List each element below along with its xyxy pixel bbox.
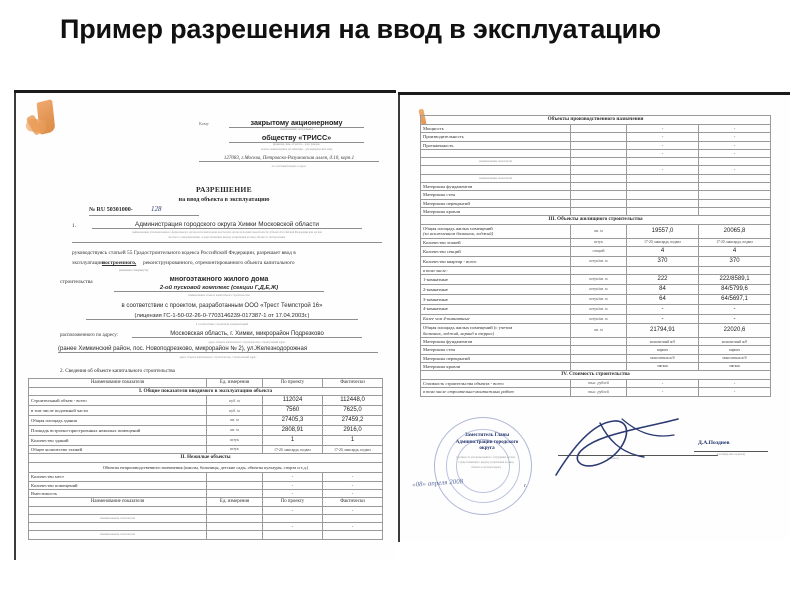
table-header-row	[29, 498, 383, 507]
object-stage: 2-ой пусковой комплекс (секции Г,Д,Е,Ж)	[114, 285, 324, 292]
location-label: расположенного по адресу:	[60, 333, 119, 338]
location-address-1: Московская область, г. Химки, микрорайон Подрезково	[132, 331, 362, 338]
row-actual-value: -	[699, 141, 771, 149]
row-label: Более чем 4-комнатные	[421, 314, 571, 324]
row-unit: штук/кв. м	[571, 304, 627, 314]
row-project-value: 1	[263, 436, 323, 446]
official-stamp-core-icon	[456, 439, 510, 493]
row-unit	[571, 133, 627, 141]
row-unit: куб. м	[207, 406, 263, 416]
row-project-value: 222	[627, 274, 699, 284]
row-actual-value: -	[699, 380, 771, 388]
row-project-value	[627, 158, 699, 166]
row-unit: штук	[207, 436, 263, 446]
row-label: 3-комнатные	[421, 294, 571, 304]
row-project-value: мягкая	[627, 362, 699, 370]
addressee-label: Кому	[199, 121, 209, 126]
row-project-value: 370	[627, 256, 699, 266]
row-unit	[571, 207, 627, 215]
row-unit	[207, 481, 263, 489]
table-row	[421, 238, 771, 246]
row-actual-value: 370	[699, 256, 771, 266]
document-scan-page-1	[14, 90, 396, 560]
row-actual-value: мягкая	[699, 362, 771, 370]
row-project-value	[627, 266, 699, 274]
row-actual-value: -	[699, 314, 771, 324]
signature-position-caption-1: (должность уполномоченного сотрудника органа,	[456, 456, 516, 459]
row-label: Производительность	[421, 133, 571, 141]
table-row	[421, 354, 771, 362]
row-unit	[207, 489, 263, 497]
row-label: в том числе строительно-монтажных работ	[421, 388, 571, 396]
row-caption: наименование показателя	[421, 158, 571, 166]
table-row	[421, 388, 771, 396]
row-actual-value: монолитная ж/б	[699, 354, 771, 362]
table-section-row	[29, 454, 383, 463]
table-row	[421, 314, 771, 324]
signature-position-line-1: Заместитель Главы	[464, 433, 510, 438]
row-actual-value: -	[323, 523, 383, 531]
body-line-2-b: построенного,	[102, 260, 137, 266]
addressee-address-caption: его почтовый индекс и адрес	[271, 165, 307, 168]
signature-caption: (подпись)	[607, 457, 619, 460]
row-caption: наименование показателя	[421, 174, 571, 182]
row-project-value: монолитная ж/б	[627, 354, 699, 362]
row-label: Материалы фундаментов	[421, 182, 571, 190]
row-project-value: 4	[627, 246, 699, 256]
row-project-value	[627, 174, 699, 182]
row-caption: наименование показателя	[29, 514, 207, 522]
table-row	[421, 246, 771, 256]
row-unit	[571, 191, 627, 199]
row-project-value: -	[627, 304, 699, 314]
table-row	[421, 294, 771, 304]
row-label: Стоимость строительства объекта - всего	[421, 380, 571, 388]
table-row	[421, 362, 771, 370]
project-caption: в соответствии с проектной документацией	[195, 323, 249, 326]
row-unit	[571, 346, 627, 354]
authority-caption-1: наименование уполномоченного федерального органа исполнительной власти или органа исполнительной власти субъекта Российской Федерации или органа	[132, 231, 322, 234]
table-row	[29, 406, 383, 416]
row-label: Материалы стен	[421, 191, 571, 199]
permit-number-value: 128	[151, 205, 162, 213]
row-label	[421, 149, 571, 157]
row-label	[421, 166, 571, 174]
row-actual-value: -	[699, 304, 771, 314]
permit-heading: РАЗРЕШЕНИЕ	[196, 185, 252, 194]
table-header-row	[29, 379, 383, 388]
row-actual-value	[323, 531, 383, 539]
row-unit: тыс. рублей	[571, 388, 627, 396]
table-row	[29, 436, 383, 446]
row-actual-value: -	[699, 124, 771, 132]
row-actual-value: 112448,0	[323, 396, 383, 406]
row-unit	[571, 124, 627, 132]
row-unit: штук/кв. м	[571, 314, 627, 324]
object-name: многоэтажного жилого дома	[169, 276, 269, 283]
row-unit	[571, 166, 627, 174]
table-row	[421, 266, 771, 274]
row-label: Материалы фундаментов	[421, 337, 571, 345]
addressee-line-1: закрытому акционерному	[229, 118, 364, 128]
permit-number-label: № RU 50301000-	[89, 207, 133, 213]
row-label: Материалы кровли	[421, 362, 571, 370]
row-label: Материалы перекрытий	[421, 354, 571, 362]
row-project-value: -	[263, 523, 323, 531]
row-project-value: -	[627, 124, 699, 132]
row-unit: кв. м	[571, 225, 627, 239]
row-actual-value: кирпич	[699, 346, 771, 354]
signature-position-line-2: Администрации городского	[455, 439, 519, 445]
table-row	[29, 473, 383, 481]
row-unit: кв. м	[207, 416, 263, 426]
slide-title: Пример разрешения на ввод в эксплуатацию	[60, 14, 661, 44]
section-title: II. Нежилые объекты	[29, 454, 383, 463]
signature-position-caption-3: объекта в эксплуатацию)	[471, 466, 501, 469]
row-unit: тыс. рублей	[571, 380, 627, 388]
section-title: Объекты производственного назначения	[421, 116, 771, 125]
table-row	[421, 284, 771, 294]
addressee-caption-3: полное наименование организации - для юридических лиц),	[260, 148, 333, 151]
row-project-value: 19557,0	[627, 225, 699, 239]
table-row	[421, 256, 771, 266]
table-row	[29, 416, 383, 426]
authority-caption-2: местного самоуправления, осуществляющих выдачу разрешения на ввод объекта в эксплуатацию	[168, 236, 286, 239]
item-1-number: 1.	[72, 223, 77, 229]
row-unit: кв. м	[571, 324, 627, 338]
row-project-value: 64	[627, 294, 699, 304]
permit-number-rule	[89, 215, 199, 216]
row-project-value	[263, 514, 323, 522]
row-actual-value: 22020,6	[699, 324, 771, 338]
table-caption-row	[421, 158, 771, 166]
permit-subheading: на ввод объекта в эксплуатацию	[178, 196, 270, 203]
column-header: Фактически	[323, 379, 383, 388]
column-header: Ед. измерения	[207, 498, 263, 507]
indicators-table-page-1	[28, 378, 383, 540]
handwritten-signature-icon	[548, 413, 708, 483]
row-label: в том числе подземной части	[29, 406, 207, 416]
row-actual-value: -	[699, 133, 771, 141]
row-label: Количество секций	[421, 246, 571, 256]
row-actual-value	[699, 199, 771, 207]
row-unit	[571, 362, 627, 370]
table-row	[421, 324, 771, 338]
table-row	[421, 225, 771, 239]
row-project-value: -	[263, 473, 323, 481]
table-row	[421, 199, 771, 207]
row-label: Общая площадь жилых помещений (за исключением балконов, лоджий)	[421, 225, 571, 239]
signature-position-line-3: округа	[479, 446, 495, 451]
row-actual-value: 84/5799,6	[699, 284, 771, 294]
row-unit	[571, 182, 627, 190]
row-label: Площадь встроено-пристроенных нежилых помещений	[29, 426, 207, 436]
table-row	[29, 426, 383, 436]
row-project-value	[627, 199, 699, 207]
body-line-1: руководствуясь статьей 55 Градостроительного кодекса Российской Федерации, разрешает ввод в	[72, 250, 296, 256]
row-unit: штук	[207, 445, 263, 453]
column-header: Фактически	[323, 498, 383, 507]
row-label-note: балконов, лоджий, веранд и террас)	[423, 330, 495, 336]
row-unit: секций	[571, 246, 627, 256]
column-header: Ед. измерения	[207, 379, 263, 388]
table-row	[29, 489, 383, 497]
table-caption-row	[29, 514, 383, 522]
row-actual-value: -	[323, 481, 383, 489]
row-project-value: -	[627, 314, 699, 324]
table-section-row	[421, 116, 771, 125]
table-row	[421, 182, 771, 190]
row-actual-value: -	[699, 388, 771, 396]
row-actual-value: 222/8589,1	[699, 274, 771, 284]
row-actual-value	[699, 191, 771, 199]
row-actual-value: 1	[323, 436, 383, 446]
section-title: I. Общие показатели вводимого в эксплуатацию объекта	[29, 387, 383, 396]
subsection-title: Объекты непроизводственного назначения (школы, больницы, детские сады, объекты культуры, спорта и т.д.)	[29, 463, 383, 473]
row-unit: штук/кв. м	[571, 294, 627, 304]
row-project-value: -	[627, 166, 699, 174]
row-unit	[571, 158, 627, 166]
row-label: Строительный объем - всего	[29, 396, 207, 406]
table-row	[421, 380, 771, 388]
row-unit: куб. м	[207, 396, 263, 406]
row-label: Количество помещений	[29, 481, 207, 489]
row-label: Материалы перекрытий	[421, 199, 571, 207]
column-header: По проекту	[263, 379, 323, 388]
row-unit	[207, 523, 263, 531]
row-project-value: 7560	[263, 406, 323, 416]
row-label: Количество этажей	[421, 238, 571, 246]
row-unit: штук/кв. м	[571, 284, 627, 294]
row-label: Количество квартир - всего	[421, 256, 571, 266]
table-row	[29, 523, 383, 531]
row-actual-value	[699, 174, 771, 182]
permit-page-1-body	[14, 93, 396, 560]
indicators-table-page-2	[420, 115, 771, 397]
section-title: III. Объекты жилищного строительства	[421, 216, 771, 225]
table-row	[421, 166, 771, 174]
row-project-value: -	[263, 506, 323, 514]
addressee-address: 127083, г.Москва, Петровско-Разумовская аллея, д.10, корп.1	[199, 156, 379, 162]
table-row	[421, 149, 771, 157]
row-label	[29, 523, 207, 531]
row-label: 2-комнатные	[421, 284, 571, 294]
row-project-value: -	[627, 133, 699, 141]
construction-label: строительства	[60, 279, 93, 285]
section-title: IV. Стоимость строительства	[421, 371, 771, 380]
addressee-caption-1: наименование застройщика	[280, 128, 313, 131]
row-actual-value: -	[699, 149, 771, 157]
row-label: Вместимость	[29, 489, 207, 497]
signature-name-rule	[694, 451, 768, 452]
row-project-value: кирпич	[627, 346, 699, 354]
table-row	[29, 481, 383, 489]
row-actual-value	[699, 207, 771, 215]
row-unit	[207, 531, 263, 539]
row-label: 1-комнатные	[421, 274, 571, 284]
row-label: Общая площадь жилых помещений (с учетом балконов, лоджий, веранд и террас)	[421, 324, 571, 338]
license-line: (лицензия ГС-1-50-02-26-0-7703146239-017387-1 от 17.04.2003г.)	[86, 313, 358, 320]
location-caption-a: адрес объекта капитального строительства, строительный адрес	[208, 341, 286, 344]
row-actual-value: 27459,2	[323, 416, 383, 426]
row-unit: штук/кв. м	[571, 274, 627, 284]
row-unit	[571, 141, 627, 149]
table-row	[421, 141, 771, 149]
row-actual-value: 2916,0	[323, 426, 383, 436]
row-label: в том числе:	[421, 266, 571, 274]
row-actual-value: 17-20, мансарда, подвал	[699, 238, 771, 246]
row-label: Протяженность	[421, 141, 571, 149]
signature-date-suffix: г.	[524, 484, 527, 489]
column-header: По проекту	[263, 498, 323, 507]
signature-position-caption-2: осуществляющего выдачу разрешения на ввод	[458, 461, 514, 464]
row-unit	[207, 514, 263, 522]
table-section-row	[29, 387, 383, 396]
row-project-value	[263, 531, 323, 539]
row-unit	[571, 354, 627, 362]
addressee-caption-2: (фамилия, имя, отчество - для граждан,	[272, 143, 321, 146]
row-label: Общее количество этажей	[29, 445, 207, 453]
column-header: Наименование показателя	[29, 379, 207, 388]
row-unit: штук	[571, 238, 627, 246]
table-section-row	[421, 216, 771, 225]
row-project-value: -	[627, 141, 699, 149]
row-actual-value: 20065,8	[699, 225, 771, 239]
row-actual-value: 7625,0	[323, 406, 383, 416]
row-actual-value: -	[323, 473, 383, 481]
location-caption-b: адрес объекта капитального строительства, строительный адрес	[179, 356, 257, 359]
authority-rule	[72, 242, 382, 243]
row-label: 4-комнатные	[421, 304, 571, 314]
row-unit	[207, 506, 263, 514]
body-caption: (ненужное зачеркнуть)	[119, 268, 149, 272]
signatory-name-caption: (расшифровка подписи)	[716, 453, 746, 456]
authority-name: Администрация городского округа Химки Московской области	[92, 221, 362, 229]
table-row	[29, 506, 383, 514]
row-project-value	[627, 182, 699, 190]
row-label-note: (за исключением балконов, лоджий)	[423, 231, 494, 237]
row-unit	[207, 473, 263, 481]
permit-page-2-body	[398, 95, 790, 542]
row-project-value: -	[627, 149, 699, 157]
row-label	[29, 506, 207, 514]
row-project-value: -	[627, 388, 699, 396]
row-unit	[571, 266, 627, 274]
row-actual-value	[323, 514, 383, 522]
signature-date-handwritten: «08» апреля 2008	[411, 477, 464, 489]
signatory-name: Д.А.Позднев	[698, 440, 730, 446]
row-unit	[571, 174, 627, 182]
row-project-value: -	[263, 481, 323, 489]
row-actual-value: 17-20, мансарда, подвал	[323, 445, 383, 453]
table-row	[421, 337, 771, 345]
row-actual-value: монолитный ж/б	[699, 337, 771, 345]
row-project-value: -	[263, 489, 323, 497]
body-line-2-c: реконструированного, отремонтированного объекта капитального	[143, 260, 295, 266]
row-label: Материалы стен	[421, 346, 571, 354]
table-row	[421, 191, 771, 199]
row-unit: кв. м	[207, 426, 263, 436]
row-actual-value: 4	[699, 246, 771, 256]
column-header: Наименование показателя	[29, 498, 207, 507]
body-line-2-a: эксплуатацию	[72, 260, 105, 266]
row-actual-value	[699, 266, 771, 274]
table-row	[421, 304, 771, 314]
row-project-value: 27405,3	[263, 416, 323, 426]
row-project-value	[627, 207, 699, 215]
row-project-value: 84	[627, 284, 699, 294]
addressee-line-2: обществу «ТРИСС»	[229, 133, 364, 143]
table-row	[421, 274, 771, 284]
row-unit: штук/кв. м	[571, 256, 627, 266]
row-project-value: 112024	[263, 396, 323, 406]
table-row	[421, 207, 771, 215]
table-section-row	[421, 371, 771, 380]
table-caption-row	[29, 531, 383, 539]
row-unit	[571, 199, 627, 207]
item-2-heading: 2. Сведения об объекте капитального строительства	[60, 368, 175, 374]
row-actual-value: -	[323, 489, 383, 497]
row-actual-value	[699, 158, 771, 166]
row-label: Мощность	[421, 124, 571, 132]
row-project-value	[627, 191, 699, 199]
table-row	[29, 396, 383, 406]
row-label: Материалы кровли	[421, 207, 571, 215]
table-row	[421, 124, 771, 132]
row-project-value: 17-20, мансарда, подвал	[627, 238, 699, 246]
row-project-value: 17-20, мансарда, подвал	[263, 445, 323, 453]
row-project-value: 21794,91	[627, 324, 699, 338]
table-caption-row	[421, 174, 771, 182]
row-project-value: монолитный ж/б	[627, 337, 699, 345]
row-unit	[571, 337, 627, 345]
project-line: в соответствии с проектом, разработанным ООО «Трест Темпстрой 16»	[121, 303, 323, 309]
row-label: Общая площадь здания	[29, 416, 207, 426]
row-project-value: -	[627, 380, 699, 388]
document-scan-page-2	[398, 92, 790, 542]
table-subsection-row	[29, 463, 383, 473]
row-label: Количество зданий	[29, 436, 207, 446]
table-row	[421, 133, 771, 141]
object-caption: наименование объекта капитального строительства	[188, 294, 250, 297]
row-caption: наименование показателя	[29, 531, 207, 539]
location-address-2: (ранее Химкинский район, пос. Новоподрезково, микрорайон № 2), ул.Железнодорожная	[58, 346, 378, 353]
row-label: Количество мест	[29, 473, 207, 481]
row-actual-value	[699, 182, 771, 190]
row-actual-value: -	[699, 166, 771, 174]
row-actual-value: 64/5697,1	[699, 294, 771, 304]
row-unit	[571, 149, 627, 157]
row-project-value: 2808,91	[263, 426, 323, 436]
table-row	[29, 445, 383, 453]
row-actual-value: -	[323, 506, 383, 514]
table-row	[421, 346, 771, 354]
